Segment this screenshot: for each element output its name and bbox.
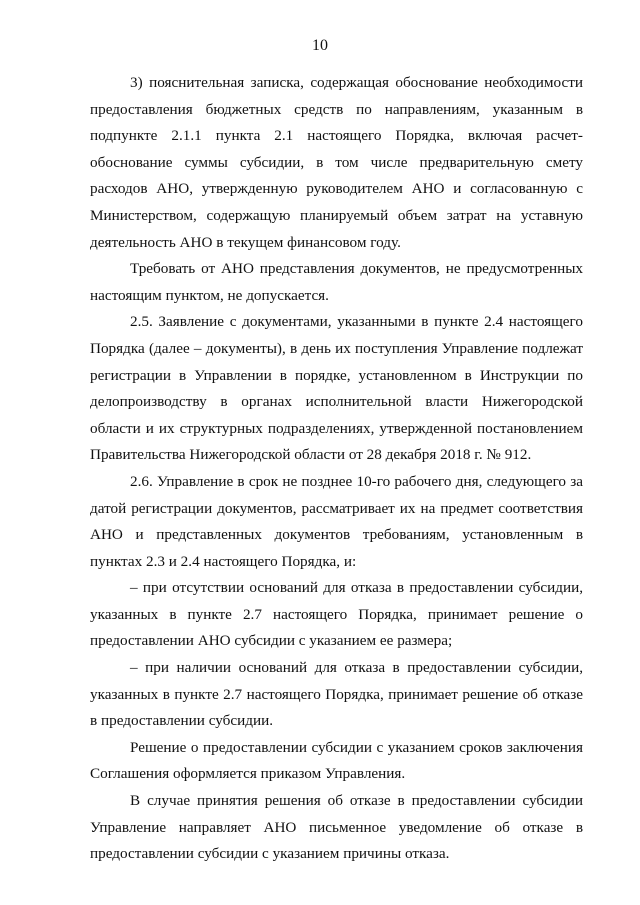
paragraph-no-refusal-grounds: – при отсутствии оснований для отказа в предоставлении субсидии, указанных в пункте 2.7 настоящего Порядка, принимает решение о предоставлении АНО субсидии с указанием ее размера; — [90, 579, 583, 650]
page-number: 10 — [312, 37, 328, 54]
paragraph-refusal-notice: В случае принятия решения об отказе в предоставлении субсидии Управление направляет АНО письменное уведомление об отказе в предоставлении субсидии с указанием причины отказа. — [90, 792, 583, 863]
document-body — [90, 70, 583, 868]
paragraph-2-5: 2.5. Заявление с документами, указанными в пункте 2.4 настоящего Порядка (далее – документы), в день их поступления Управление подлежат регистрации в Управлении в порядке, установленном в Инструкции по делопроизводству в органах исполнительной власти Нижегородской области и их структурных подразделениях, утвержденной постановлением Правительства Нижегородской области от 28 декабря 2018 г. № 912. — [90, 313, 583, 464]
paragraph-2-6: 2.6. Управление в срок не позднее 10-го рабочего дня, следующего за датой регистрации документов, рассматривает их на предмет соответствия АНО и представленных документов требованиям, установленным в пунктах 2.3 и 2.4 настоящего Порядка, и: — [90, 472, 583, 570]
paragraph-explanatory-note: 3) пояснительная записка, содержащая обоснование необходимости предоставления бюджетных средств по направлениям, указанным в подпункте 2.1.1 пункта 2.1 настоящего Порядка, включая расчет-обоснование суммы субсидии, в том числе предварительную смету расходов АНО, утвержденную руководителем АНО и согласованную с Министерством, содержащую планируемый объем затрат на уставную деятельность АНО в текущем финансовом году. — [90, 74, 583, 251]
paragraph-documents-not-required: Требовать от АНО представления документов, не предусмотренных настоящим пунктом, не допускается. — [90, 260, 583, 304]
paragraph-decision-order: Решение о предоставлении субсидии с указанием сроков заключения Соглашения оформляется приказом Управления. — [90, 738, 583, 783]
paragraph-refusal-grounds: – при наличии оснований для отказа в предоставлении субсидии, указанных в пункте 2.7 настоящего Порядка, принимает решение об отказе в предоставлении субсидии. — [90, 659, 583, 730]
